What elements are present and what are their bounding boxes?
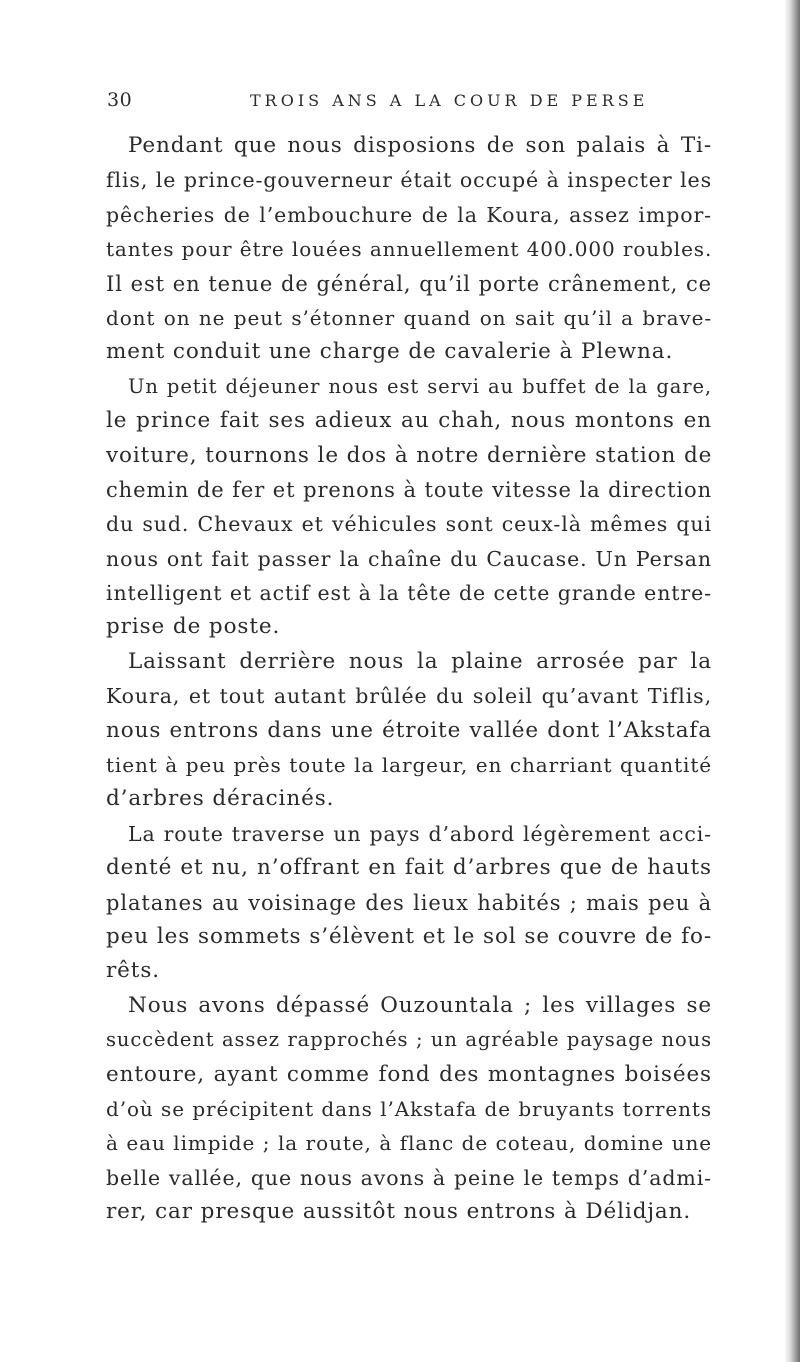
text-line: du sud. Chevaux et véhicules sont ceux-là mêmes qui bbox=[106, 512, 712, 537]
text-line: Il est en tenue de général, qu’il porte crânement, ce bbox=[106, 271, 712, 296]
text-line: à eau limpide ; la route, à flanc de coteau, domine une bbox=[106, 1131, 712, 1156]
text-line: rêts. bbox=[106, 958, 161, 984]
text-line: prise de poste. bbox=[106, 614, 281, 640]
text-line: belle vallée, que nous avons à peine le temps d’admi- bbox=[106, 1165, 712, 1190]
text-line: Nous avons dépassé Ouzountala ; les villages se bbox=[128, 992, 712, 1018]
text-line: nous ont fait passer la chaîne du Caucase. Un Persan bbox=[106, 546, 712, 571]
text-line: dont on ne peut s’étonner quand on sait qu’il a brave- bbox=[106, 305, 712, 330]
text-line: entoure, ayant comme fond des montagnes boisées bbox=[106, 1061, 712, 1087]
text-line: denté et nu, n’offrant en fait d’arbres que de hauts bbox=[106, 855, 712, 881]
running-head: TROIS ANS A LA COUR DE PERSE bbox=[250, 91, 649, 110]
text-line: La route traverse un pays d’abord légèrement acci- bbox=[128, 821, 712, 846]
text-line: le prince fait ses adieux au chah, nous montons en bbox=[106, 408, 712, 434]
text-line: intelligent et actif est à la tête de cette grande entre- bbox=[106, 581, 712, 606]
body-text bbox=[106, 129, 712, 1230]
text-line: d’arbres déracinés. bbox=[106, 786, 335, 812]
text-line: pêcheries de l’embouchure de la Koura, assez impor- bbox=[106, 202, 712, 227]
text-line: Pendant que nous disposions de son palais à Ti- bbox=[128, 133, 712, 158]
text-line: voiture, tournons le dos à notre dernière station de bbox=[106, 442, 713, 468]
text-line: platanes au voisinage des lieux habités ; mais peu à bbox=[106, 890, 712, 915]
text-line: Koura, et tout autant brûlée du soleil qu’avant Tiflis, bbox=[106, 684, 712, 709]
text-line: peu les sommets s’élèvent et le sol se couvre de fo- bbox=[106, 923, 712, 949]
text-line: ment conduit une charge de cavalerie à Plewna. bbox=[106, 339, 674, 365]
text-line: Un petit déjeuner nous est servi au buffet de la gare, bbox=[128, 374, 712, 398]
text-line: chemin de fer et prenons à toute vitesse la direction bbox=[106, 477, 712, 502]
text-line: succèdent assez rapprochés ; un agréable paysage nous bbox=[106, 1028, 712, 1052]
text-line: d’où se précipitent dans l’Akstafa de bruyants torrents bbox=[106, 1096, 712, 1121]
text-line: tient à peu près toute la largeur, en charriant quantité bbox=[106, 753, 712, 778]
scan-edge-shadow bbox=[784, 0, 800, 1362]
text-line: nous entrons dans une étroite vallée dont l’Akstafa bbox=[106, 717, 712, 743]
text-line: flis, le prince-gouverneur était occupé à inspecter les bbox=[106, 168, 712, 193]
page-number: 30 bbox=[107, 89, 133, 111]
text-line: Laissant derrière nous la plaine arrosée par la bbox=[128, 648, 712, 674]
text-line: tantes pour être louées annuellement 400.000 roubles. bbox=[106, 237, 713, 262]
text-line: rer, car presque aussitôt nous entrons à Délidjan. bbox=[106, 1199, 692, 1225]
